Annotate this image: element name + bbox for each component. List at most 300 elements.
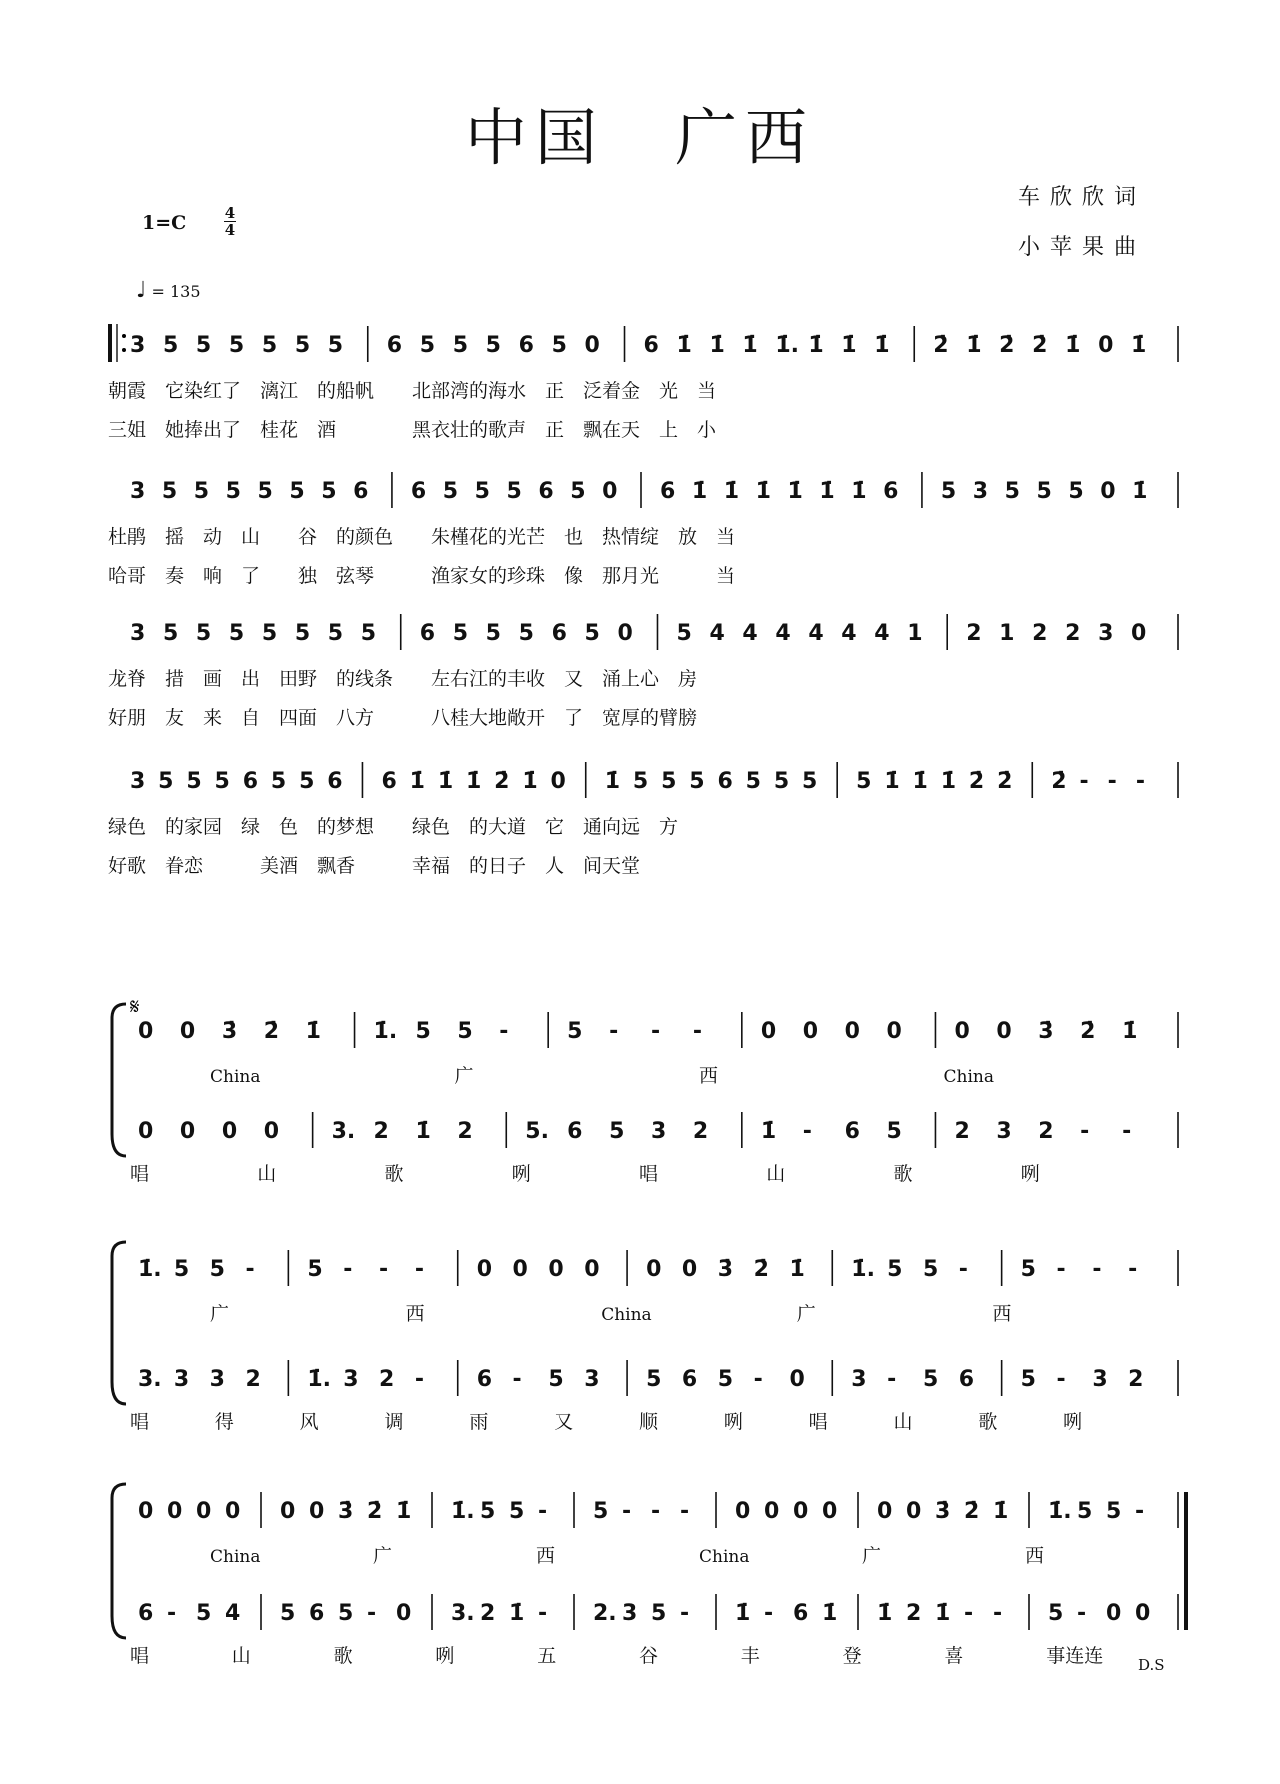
chorus-upper-3-note: 0 xyxy=(735,1499,751,1524)
chorus-upper-2-note: - xyxy=(245,1257,255,1282)
chorus-lower-1-note: 5 xyxy=(886,1119,902,1144)
verse-row-4-note: 5 xyxy=(745,769,761,794)
verse-row-3-note: 5 xyxy=(485,621,501,646)
verse-row-4-note: - xyxy=(1135,769,1145,794)
verse-lyrics-1: 朝霞 它染红了 漓江 的船帆 北部湾的海水 正 泛着金 光 当 xyxy=(108,380,717,402)
chorus-upper-2-note: - xyxy=(1056,1257,1066,1282)
verse-row-4-note: 5 xyxy=(158,769,174,794)
chorus-upper-3-note: 0 xyxy=(793,1499,809,1524)
verse-row-3-note: 4 xyxy=(709,621,725,646)
chorus-lower-2-note: 3. xyxy=(138,1367,162,1392)
chorus-lower-1-note: - xyxy=(1122,1119,1132,1144)
chorus-upper-word: 广 xyxy=(373,1545,393,1567)
chorus-lower-word: 山 xyxy=(257,1163,277,1185)
chorus-lower-word: 又 xyxy=(554,1411,574,1433)
verse-row-4-note: 5 xyxy=(689,769,705,794)
chorus-upper-3-note: 1̇. xyxy=(451,1499,475,1524)
chorus-lower-3-note: 1̇ xyxy=(822,1601,838,1626)
verse-row-4-note: 1̇ xyxy=(604,769,621,794)
chorus-upper-3-note: 5 xyxy=(1077,1499,1093,1524)
chorus-lower-word: 调 xyxy=(384,1411,404,1433)
verse-row-3-note: 5 xyxy=(162,621,179,646)
chorus-upper-3-note: 2̇ xyxy=(964,1499,980,1524)
chorus-lower-2-note: 6 xyxy=(681,1367,698,1392)
verse-row-3-note: 5 xyxy=(452,621,469,646)
verse-row-4-note: 1̇ xyxy=(940,769,957,794)
verse-row-1-note: 1̇ xyxy=(1065,333,1081,358)
verse-row-1-note: 1̇. xyxy=(775,333,800,358)
chorus-upper-3-note: 5 xyxy=(1106,1499,1122,1524)
chorus-upper-1-note: 1̇. xyxy=(373,1019,398,1044)
verse-row-1-note: 1̇ xyxy=(1131,333,1147,358)
chorus-upper-2-note: 5 xyxy=(1020,1257,1036,1282)
chorus-upper-2-note: - xyxy=(1092,1257,1102,1282)
verse-row-1-note: 1̇ xyxy=(709,333,725,358)
verse-row-1-note: 5 xyxy=(228,333,245,358)
verse-row-2-note: 3 xyxy=(130,479,146,504)
verse-row-2-note: 6 xyxy=(353,479,369,504)
verse-lyrics-1: 龙脊 措 画 出 田野 的线条 左右江的丰收 又 涌上心 房 xyxy=(108,668,698,690)
chorus-lower-word: 咧 xyxy=(435,1645,455,1667)
verse-row-2-note: 0 xyxy=(1100,479,1116,504)
verse-row-1-note: 0 xyxy=(584,333,600,358)
chorus-upper-1-note: 0 xyxy=(954,1019,970,1044)
quarter-note-icon: ♩ xyxy=(136,278,147,303)
chorus-upper-2-note: 0 xyxy=(512,1257,528,1282)
verse-row-4-note: 1̇ xyxy=(522,769,538,794)
chorus-lower-2-note: 1̇. xyxy=(307,1367,332,1392)
verse-row-3-note: 5 xyxy=(261,621,278,646)
verse-row-1-note: 5 xyxy=(327,333,344,358)
chorus-lower-1-note: 3. xyxy=(331,1119,356,1144)
chorus-upper-3-note: 0 xyxy=(764,1499,780,1524)
verse-row-2-note: 5 xyxy=(1004,479,1020,504)
system-bracket xyxy=(112,1242,126,1404)
chorus-lower-3-note: 6 xyxy=(793,1601,809,1626)
verse-row-3-note: 2 xyxy=(966,621,982,646)
chorus-lower-word: 咧 xyxy=(1063,1411,1083,1433)
chorus-upper-3-note: 1̇ xyxy=(993,1499,1009,1524)
chorus-lower-word: 谷 xyxy=(639,1645,659,1667)
repeat-dot xyxy=(122,348,126,352)
verse-row-1-note: 5 xyxy=(261,333,278,358)
verse-row-2-note: 5 xyxy=(442,479,459,504)
ds-marking: D.S xyxy=(1138,1656,1165,1674)
chorus-lower-1-note: 5. xyxy=(525,1119,549,1144)
verse-row-4-note: 5 xyxy=(186,769,202,794)
chorus-lower-word: 事连连 xyxy=(1046,1645,1104,1667)
verse-row-1-note: 1̇ xyxy=(841,333,857,358)
chorus-lower-1-note: 1̇ xyxy=(760,1119,777,1144)
chorus-lower-2-note: 3 xyxy=(209,1367,225,1392)
chorus-lower-3-note: 5 xyxy=(280,1601,296,1626)
verse-row-3-note: 2 xyxy=(1032,621,1048,646)
verse-row-2-note: 6 xyxy=(538,479,554,504)
chorus-lower-2-note: 3 xyxy=(343,1367,359,1392)
chorus-lower-1-note: - xyxy=(802,1119,812,1144)
chorus-lower-3-note: - xyxy=(1077,1601,1087,1626)
chorus-lower-1-note: 3 xyxy=(651,1119,667,1144)
verse-row-1-note: 6 xyxy=(643,333,659,358)
chorus-lower-1-note: 0 xyxy=(138,1119,154,1144)
verse-row-4-note: 6 xyxy=(242,769,259,794)
verse-row-2-note: 6 xyxy=(660,479,676,504)
chorus-upper-word: China xyxy=(210,1547,261,1567)
chorus-upper-3-note: 5 xyxy=(593,1499,609,1524)
verse-row-1-note: 5 xyxy=(294,333,311,358)
chorus-lower-word: 歌 xyxy=(333,1645,353,1667)
chorus-upper-1-note: 5 xyxy=(415,1019,431,1044)
chorus-lower-2-note: - xyxy=(753,1367,763,1392)
chorus-lower-word: 咧 xyxy=(511,1163,531,1185)
chorus-lower-1-note: 6 xyxy=(567,1119,583,1144)
chorus-lower-1-note: - xyxy=(1080,1119,1090,1144)
verse-row-1-note: 2̇ xyxy=(933,333,949,358)
verse-row-3-note: 4 xyxy=(874,621,890,646)
chorus-lower-3-note: 6 xyxy=(138,1601,154,1626)
chorus-upper-3-note: 5 xyxy=(509,1499,525,1524)
verse-row-3-note: 4 xyxy=(841,621,857,646)
verse-row-2-note: 5 xyxy=(225,479,241,504)
chorus-upper-1-note: 5 xyxy=(567,1019,583,1044)
chorus-lower-word: 唱 xyxy=(639,1163,659,1185)
chorus-upper-1-note: 0 xyxy=(179,1019,196,1044)
chorus-lower-1-note: 2 xyxy=(457,1119,473,1144)
chorus-upper-1-note: 0 xyxy=(138,1019,154,1044)
chorus-lower-1-note: 0 xyxy=(263,1119,280,1144)
chorus-lower-2-note: 2 xyxy=(379,1367,395,1392)
chorus-lower-2-note: 3 xyxy=(1092,1367,1108,1392)
chorus-lower-3-note: - xyxy=(167,1601,177,1626)
verse-row-2-note: 1̇ xyxy=(819,479,835,504)
chorus-lower-word: 唱 xyxy=(130,1163,150,1185)
verse-row-3-note: 5 xyxy=(327,621,344,646)
chorus-lower-3-note: 0 xyxy=(396,1601,412,1626)
chorus-upper-word: China xyxy=(699,1547,750,1567)
chorus-lower-3-note: 6 xyxy=(309,1601,325,1626)
verse-row-3-note: 5 xyxy=(228,621,245,646)
chorus-lower-3-note: - xyxy=(964,1601,974,1626)
chorus-lower-3-note: 4 xyxy=(225,1601,241,1626)
verse-row-4-note: 6 xyxy=(381,769,397,794)
verse-row-4-note: 2̇ xyxy=(968,769,985,794)
chorus-lower-3-note: 1̇ xyxy=(735,1601,751,1626)
chorus-upper-2-note: 5 xyxy=(209,1257,225,1282)
chorus-upper-2-note: 5 xyxy=(887,1257,903,1282)
verse-row-3-note: 6 xyxy=(551,621,567,646)
verse-row-2-note: 5 xyxy=(193,479,210,504)
chorus-lower-3-note: 1̇ xyxy=(935,1601,951,1626)
chorus-upper-1-note: 3̇ xyxy=(221,1019,238,1044)
chorus-upper-3-note: 2̇ xyxy=(367,1499,383,1524)
chorus-upper-1-note: 2̇ xyxy=(263,1019,280,1044)
chorus-lower-3-note: 5 xyxy=(196,1601,212,1626)
verse-row-2-note: 6 xyxy=(410,479,427,504)
chorus-upper-2-note: 0 xyxy=(646,1257,662,1282)
chorus-lower-1-note: 2 xyxy=(954,1119,970,1144)
verse-row-3-note: 5 xyxy=(195,621,212,646)
chorus-lower-2-note: 5 xyxy=(646,1367,662,1392)
chorus-lower-1-note: 2 xyxy=(373,1119,389,1144)
chorus-upper-word: 西 xyxy=(992,1303,1012,1325)
chorus-lower-word: 歌 xyxy=(978,1411,998,1433)
verse-lyrics-2: 哈哥 奏 响 了 独 弦琴 渔家女的珍珠 像 那月光 当 xyxy=(108,565,736,587)
verse-row-4-note: 0 xyxy=(550,769,566,794)
chorus-lower-word: 歌 xyxy=(384,1163,404,1185)
chorus-upper-word: China xyxy=(210,1067,261,1087)
chorus-upper-3-note: 0 xyxy=(906,1499,922,1524)
chorus-lower-3-note: - xyxy=(764,1601,774,1626)
chorus-lower-2-note: 0 xyxy=(789,1367,805,1392)
chorus-upper-2-note: 0 xyxy=(681,1257,698,1282)
chorus-upper-word: 广 xyxy=(796,1303,816,1325)
verse-row-1-note: 2̇ xyxy=(999,333,1015,358)
chorus-upper-1-note: - xyxy=(499,1019,509,1044)
chorus-upper-word: 西 xyxy=(536,1545,556,1567)
chorus-lower-3-note: 5 xyxy=(338,1601,354,1626)
verse-row-3-note: 2 xyxy=(1065,621,1081,646)
chorus-lower-word: 雨 xyxy=(469,1411,489,1433)
chorus-lower-3-note: 1̇ xyxy=(509,1601,525,1626)
verse-row-3-note: 5 xyxy=(584,621,600,646)
chorus-lower-2-note: 5 xyxy=(1020,1367,1036,1392)
verse-row-2-note: 5 xyxy=(321,479,337,504)
verse-row-4-note: 1̇ xyxy=(884,769,900,794)
verse-row-4-note: 5 xyxy=(661,769,677,794)
verse-row-2-note: 6 xyxy=(883,479,899,504)
verse-row-2-note: 1̇ xyxy=(755,479,771,504)
chorus-lower-word: 得 xyxy=(214,1411,234,1433)
chorus-upper-word: 广 xyxy=(862,1545,882,1567)
verse-row-1-note: 6 xyxy=(518,333,534,358)
verse-row-2-note: 5 xyxy=(570,479,586,504)
chorus-upper-1-note: 5 xyxy=(457,1019,473,1044)
time-bottom: 4 xyxy=(224,221,236,239)
chorus-upper-3-note: 0 xyxy=(309,1499,325,1524)
chorus-lower-word: 山 xyxy=(893,1411,913,1433)
verse-row-3-note: 6 xyxy=(419,621,436,646)
verse-row-4-note: 1̇ xyxy=(409,769,425,794)
chorus-upper-word: 广 xyxy=(210,1303,230,1325)
chorus-lower-word: 山 xyxy=(766,1163,786,1185)
chorus-upper-2-note: 5 xyxy=(173,1257,190,1282)
chorus-lower-2-note: 3 xyxy=(173,1367,190,1392)
verse-row-1-note: 2̇ xyxy=(1032,333,1048,358)
chorus-lower-3-note: 3 xyxy=(622,1601,638,1626)
verse-row-3-note: 1 xyxy=(999,621,1015,646)
chorus-lower-3-note: - xyxy=(680,1601,690,1626)
tempo-value: = 135 xyxy=(151,282,201,301)
chorus-upper-1-note: 0 xyxy=(802,1019,819,1044)
chorus-lower-3-note: 0 xyxy=(1106,1601,1122,1626)
chorus-upper-2-note: 3̇ xyxy=(717,1257,734,1282)
chorus-upper-3-note: 3̇ xyxy=(338,1499,354,1524)
verse-lyrics-1: 杜鹃 摇 动 山 谷 的颜色 朱槿花的光芒 也 热情绽 放 当 xyxy=(108,526,736,548)
verse-row-4-note: 1̇ xyxy=(912,769,928,794)
chorus-lower-3-note: - xyxy=(993,1601,1003,1626)
chorus-lower-3-note: 2 xyxy=(906,1601,922,1626)
chorus-upper-3-note: 1̇. xyxy=(1048,1499,1072,1524)
chorus-upper-2-note: 1̇ xyxy=(789,1257,805,1282)
chorus-lower-3-note: 5 xyxy=(1048,1601,1064,1626)
chorus-upper-3-note: - xyxy=(538,1499,548,1524)
verse-row-1-note: 1̇ xyxy=(676,333,692,358)
chorus-lower-2-note: - xyxy=(414,1367,425,1392)
chorus-lower-word: 风 xyxy=(299,1411,319,1433)
verse-row-2-note: 5 xyxy=(257,479,273,504)
chorus-lower-3-note: 2 xyxy=(480,1601,496,1626)
song-title: 中国 广西 xyxy=(464,101,815,174)
verse-row-4-note: 1̇ xyxy=(466,769,482,794)
chorus-lower-word: 咧 xyxy=(1020,1163,1040,1185)
chorus-lower-2-note: 2 xyxy=(245,1367,261,1392)
chorus-upper-1-note: - xyxy=(651,1019,661,1044)
chorus-lower-1-note: 0 xyxy=(179,1119,196,1144)
verse-row-1-note: 1̇ xyxy=(808,333,824,358)
verse-row-2-note: 1̇ xyxy=(1132,479,1148,504)
verse-row-1-note: 5 xyxy=(195,333,212,358)
chorus-upper-1-note: 3̇ xyxy=(1038,1019,1054,1044)
chorus-lower-word: 咧 xyxy=(723,1411,743,1433)
chorus-upper-3-note: - xyxy=(622,1499,632,1524)
verse-row-2-note: 5 xyxy=(1068,479,1084,504)
chorus-upper-1-note: - xyxy=(692,1019,703,1044)
chorus-upper-2-note: - xyxy=(1128,1257,1138,1282)
verse-row-3-note: 5 xyxy=(294,621,311,646)
chorus-lower-3-note: 1̇ xyxy=(877,1601,893,1626)
chorus-lower-3-note: 5 xyxy=(651,1601,667,1626)
chorus-lower-3-note: - xyxy=(538,1601,548,1626)
chorus-upper-2-note: 5 xyxy=(922,1257,939,1282)
chorus-lower-1-note: 3 xyxy=(996,1119,1012,1144)
verse-row-4-note: 6 xyxy=(717,769,733,794)
verse-row-4-note: 5 xyxy=(270,769,287,794)
chorus-lower-3-note: 3. xyxy=(451,1601,475,1626)
chorus-upper-2-note: - xyxy=(379,1257,389,1282)
chorus-lower-3-note: 2. xyxy=(593,1601,617,1626)
verse-lyrics-1: 绿色 的家园 绿 色 的梦想 绿色 的大道 它 通向远 方 xyxy=(108,816,679,838)
verse-row-1-note: 5 xyxy=(162,333,179,358)
chorus-upper-3-note: 0 xyxy=(225,1499,241,1524)
verse-row-1-note: 5 xyxy=(485,333,501,358)
chorus-lower-1-note: 0 xyxy=(221,1119,238,1144)
chorus-upper-3-note: - xyxy=(680,1499,690,1524)
verse-row-4-note: 2̇ xyxy=(494,769,510,794)
chorus-upper-3-note: 0 xyxy=(877,1499,893,1524)
verse-row-3-note: 0 xyxy=(1131,621,1147,646)
verse-row-3-note: 4 xyxy=(742,621,758,646)
verse-row-4-note: 6 xyxy=(327,769,343,794)
chorus-lower-1-note: 5 xyxy=(609,1119,625,1144)
verse-row-4-note: 5 xyxy=(856,769,872,794)
verse-row-4-note: 5 xyxy=(773,769,790,794)
chorus-lower-word: 唱 xyxy=(130,1411,150,1433)
verse-row-2-note: 1̇ xyxy=(723,479,740,504)
chorus-upper-3-note: 1̇ xyxy=(396,1499,412,1524)
chorus-lower-2-note: - xyxy=(887,1367,897,1392)
chorus-upper-2-note: - xyxy=(414,1257,425,1282)
chorus-lower-word: 唱 xyxy=(808,1411,828,1433)
chorus-upper-3-note: 0 xyxy=(138,1499,154,1524)
chorus-lower-word: 歌 xyxy=(893,1163,913,1185)
verse-row-4-note: 5 xyxy=(632,769,649,794)
verse-row-1-note: 0 xyxy=(1098,333,1114,358)
verse-row-3-note: 4 xyxy=(775,621,791,646)
chorus-lower-word: 喜 xyxy=(944,1645,964,1667)
chorus-upper-1-note: 0 xyxy=(886,1019,902,1044)
verse-row-1-note: 6 xyxy=(386,333,403,358)
chorus-upper-1-note: 1̇ xyxy=(305,1019,321,1044)
chorus-upper-3-note: - xyxy=(651,1499,661,1524)
repeat-dot xyxy=(122,334,126,338)
verse-row-4-note: 5 xyxy=(299,769,315,794)
chorus-lower-word: 唱 xyxy=(130,1645,150,1667)
verse-row-3-note: 0 xyxy=(617,621,633,646)
verse-row-3-note: 5 xyxy=(518,621,534,646)
verse-row-2-note: 5 xyxy=(940,479,957,504)
chorus-lower-2-note: - xyxy=(512,1367,522,1392)
verse-row-2-note: 5 xyxy=(474,479,490,504)
chorus-upper-word: 西 xyxy=(405,1303,425,1325)
chorus-lower-2-note: 5 xyxy=(717,1367,734,1392)
chorus-lower-2-note: 5 xyxy=(922,1367,939,1392)
chorus-upper-3-note: 3̇ xyxy=(935,1499,951,1524)
chorus-lower-1-note: 2 xyxy=(692,1119,709,1144)
chorus-upper-1-note: 0 xyxy=(844,1019,860,1044)
verse-row-4-note: 5 xyxy=(802,769,818,794)
chorus-lower-2-note: 2 xyxy=(1128,1367,1144,1392)
chorus-upper-3-note: 0 xyxy=(167,1499,183,1524)
verse-row-3-note: 5 xyxy=(676,621,692,646)
verse-row-2-note: 3 xyxy=(972,479,989,504)
chorus-upper-1-note: 1̇ xyxy=(1122,1019,1138,1044)
chorus-upper-word: 广 xyxy=(454,1065,474,1087)
verse-row-4-note: 2̇ xyxy=(1051,769,1067,794)
verse-row-2-note: 1̇ xyxy=(851,479,867,504)
chorus-upper-2-note: 1̇. xyxy=(138,1257,162,1282)
chorus-lower-2-note: 6 xyxy=(476,1367,493,1392)
chorus-upper-1-note: 2̇ xyxy=(1080,1019,1096,1044)
verse-row-4-note: - xyxy=(1079,769,1089,794)
chorus-upper-2-note: 2̇ xyxy=(753,1257,769,1282)
verse-row-3-note: 5 xyxy=(360,621,377,646)
verse-row-2-note: 1̇ xyxy=(787,479,803,504)
chorus-upper-2-note: 0 xyxy=(584,1257,600,1282)
verse-row-1-note: 1̇ xyxy=(966,333,982,358)
verse-row-4-note: 5 xyxy=(214,769,230,794)
chorus-upper-3-note: 0 xyxy=(822,1499,838,1524)
chorus-lower-word: 顺 xyxy=(639,1411,659,1433)
verse-row-3-note: 3 xyxy=(1098,621,1114,646)
verse-row-4-note: 3 xyxy=(130,769,146,794)
verse-row-1-note: 1̇ xyxy=(874,333,890,358)
chorus-upper-3-note: 5 xyxy=(480,1499,496,1524)
verse-row-2-note: 5 xyxy=(161,479,178,504)
verse-row-1-note: 5 xyxy=(452,333,469,358)
chorus-upper-1-note: 0 xyxy=(760,1019,777,1044)
chorus-lower-2-note: - xyxy=(1056,1367,1066,1392)
system-bracket xyxy=(112,1484,126,1638)
verse-lyrics-2: 好歌 眷恋 美酒 飘香 幸福 的日子 人 间天堂 xyxy=(108,855,641,877)
verse-lyrics-2: 三姐 她捧出了 桂花 酒 黑衣壮的歌声 正 飘在天 上 小 xyxy=(108,419,717,441)
time-top: 4 xyxy=(224,204,236,222)
verse-row-1-note: 5 xyxy=(551,333,567,358)
chorus-lower-3-note: - xyxy=(367,1601,377,1626)
verse-row-2-note: 5 xyxy=(289,479,305,504)
chorus-lower-2-note: 3 xyxy=(584,1367,600,1392)
verse-row-4-note: - xyxy=(1107,769,1117,794)
verse-row-1-note: 3 xyxy=(130,333,146,358)
